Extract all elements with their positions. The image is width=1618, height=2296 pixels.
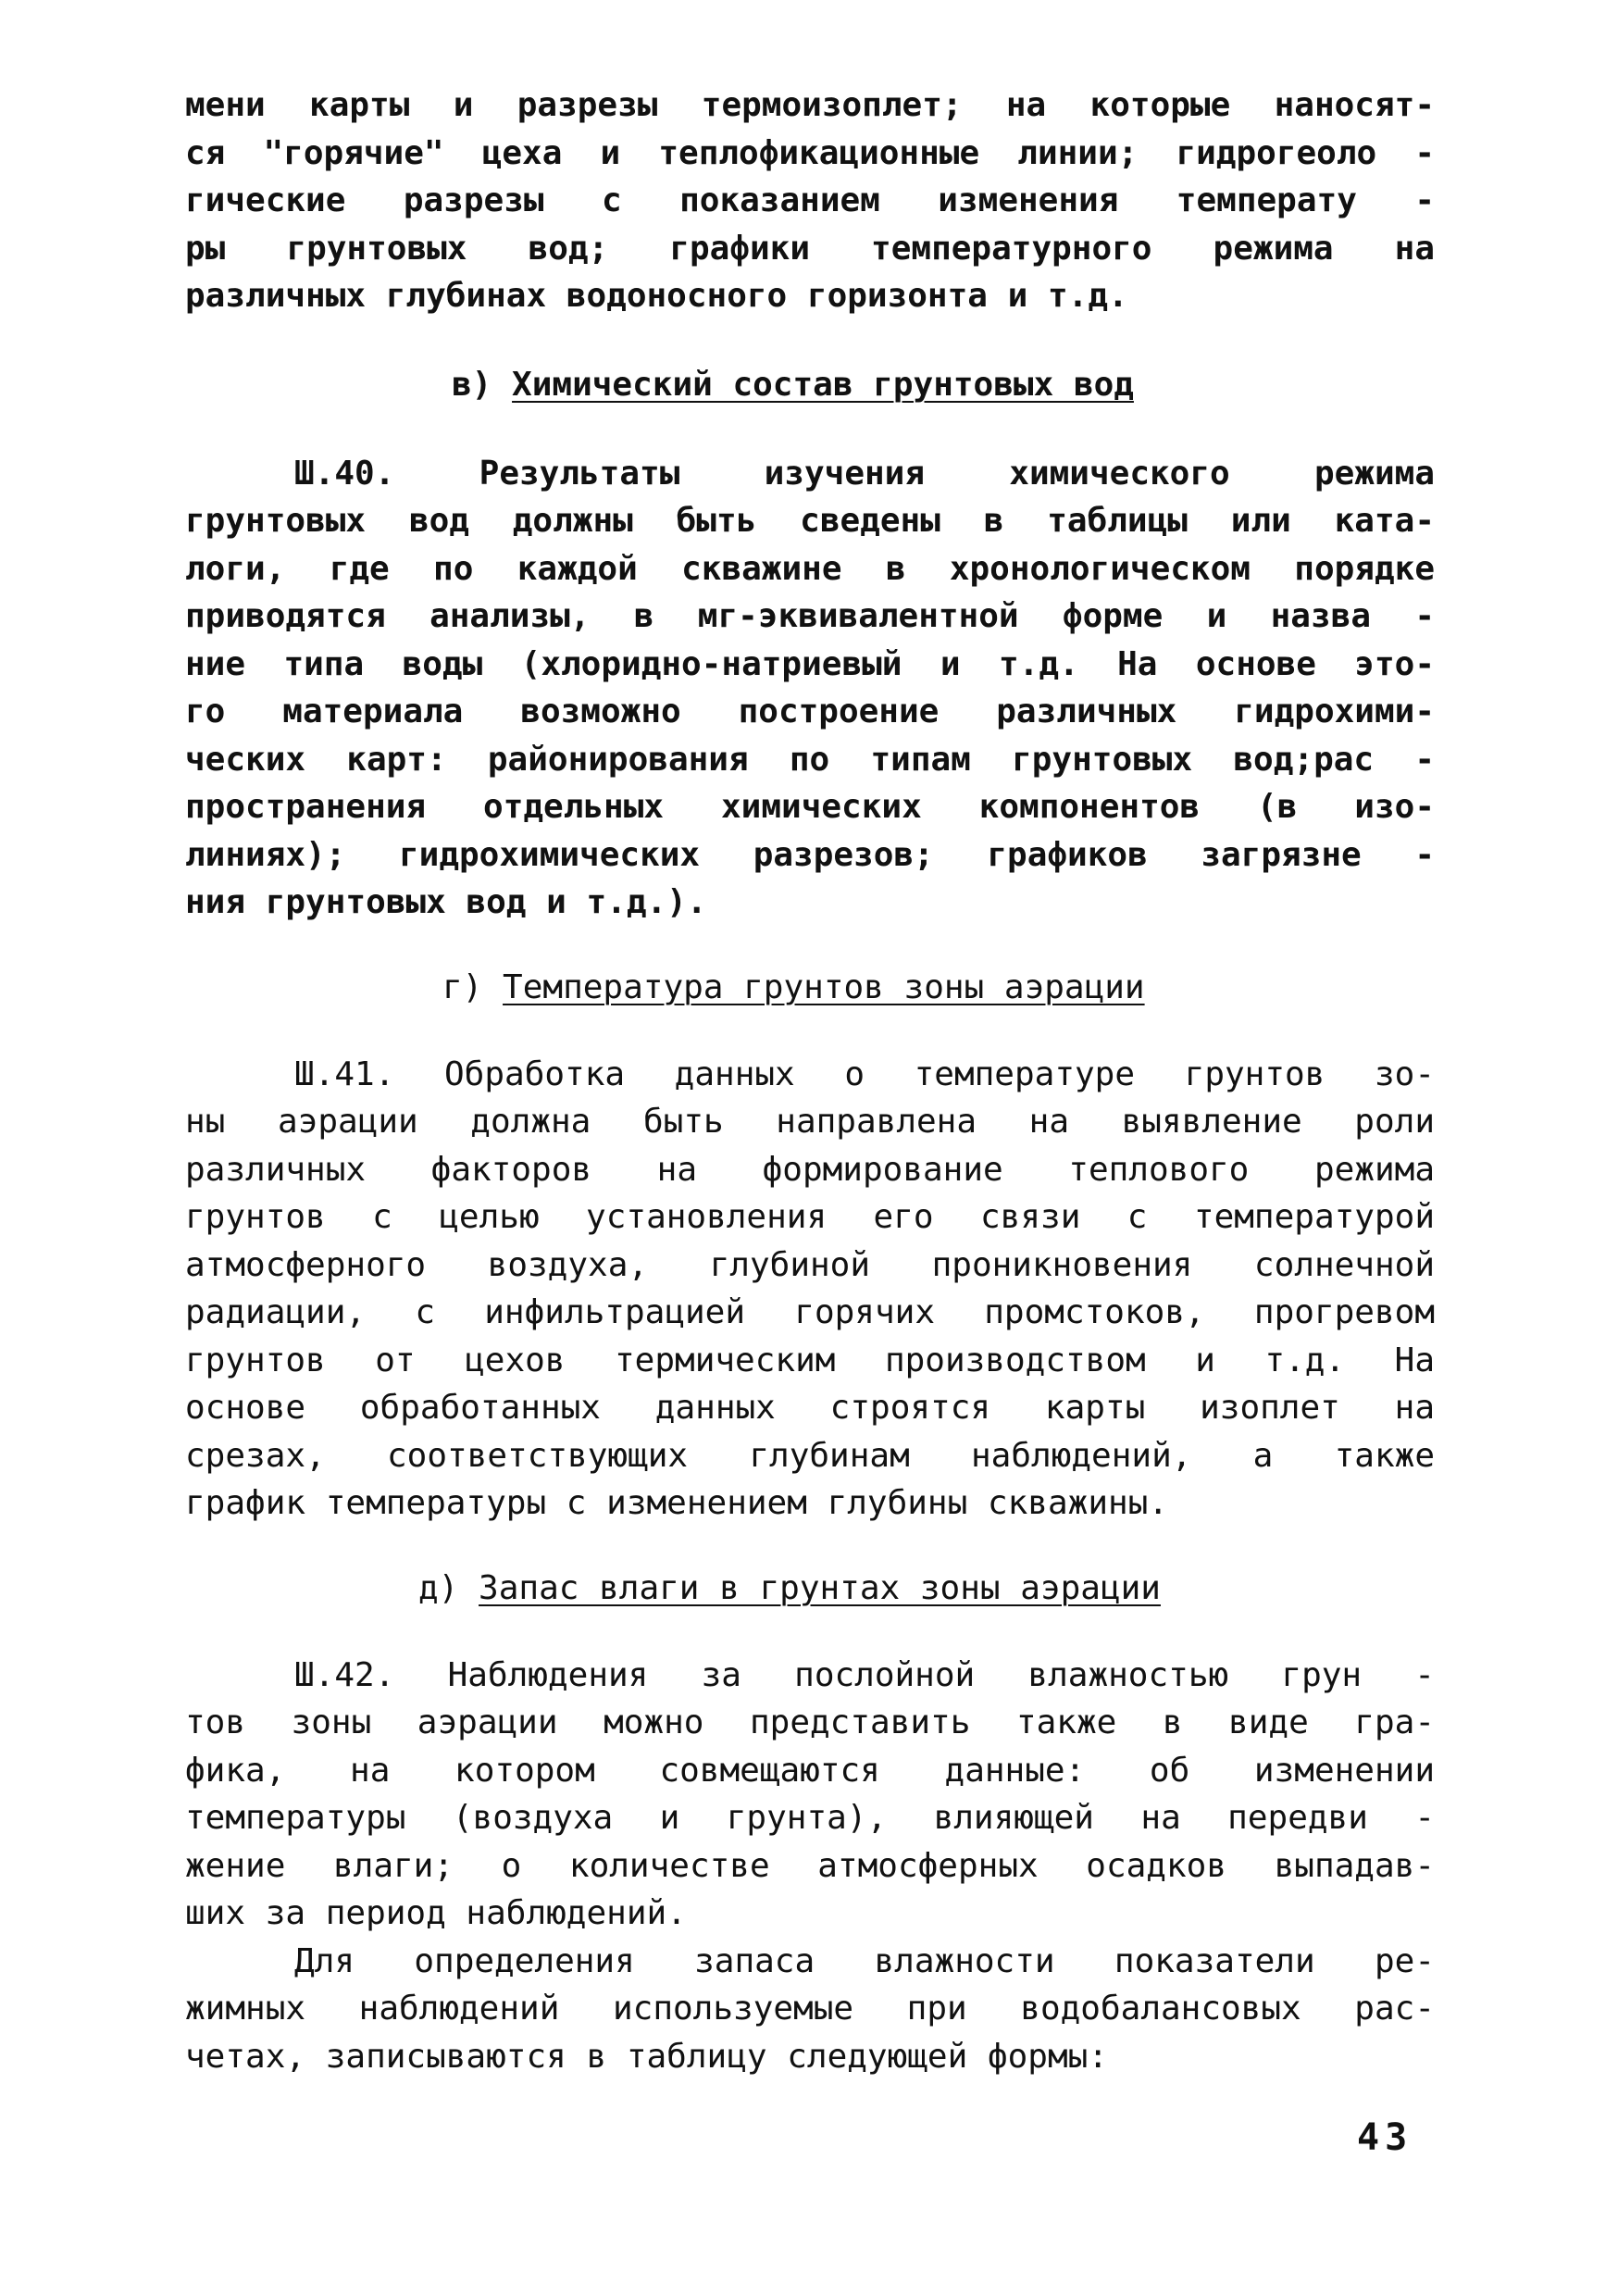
section-marker: в): [452, 365, 492, 404]
paragraph-line: срезах, соответствующих глубинам наблюдений, а также: [185, 1436, 1435, 1475]
section-marker: г): [442, 967, 483, 1006]
section-heading-d: [185, 1565, 1435, 1613]
paragraph-line: Результаты изучения химического режима: [479, 454, 1435, 493]
paragraph-line: го материала возможно построение различных гидрохими-: [185, 693, 1435, 730]
section-title: Химический состав грунтовых вод: [512, 365, 1134, 404]
paragraph-line: ние типа воды (хлоридно-натриевый и т.д. На основе это-: [185, 644, 1435, 683]
paragraph-number: Ш.41.: [294, 1054, 395, 1093]
paragraph-line: Для определения запаса влажности показатели ре-: [294, 1941, 1435, 1980]
paragraph-line: радиации, с инфильтрацией горячих промстоков, прогревом: [185, 1293, 1435, 1331]
paragraph-line: основе обработанных данных строятся карты изоплет на: [185, 1389, 1435, 1427]
paragraph-line: Наблюдения за послойной влажностью грун -: [447, 1655, 1435, 1694]
paragraph-line: грунтов с целью установления его связи с температурой: [185, 1198, 1435, 1236]
intro-line: различных глубинах водоносного горизонта и т.д.: [185, 277, 1128, 315]
intro-line: ся "горячие" цеха и теплофикационные линии; гидрогеоло -: [185, 133, 1435, 172]
paragraph-line: фика, на котором совмещаются данные: об изменении: [185, 1751, 1435, 1790]
paragraph-3-42-continued: [185, 1938, 1435, 2081]
paragraph-line: грунтов от цехов термическим производством и т.д. На: [185, 1341, 1435, 1379]
paragraph-line: ны аэрации должна быть направлена на выявление роли: [185, 1103, 1435, 1141]
paragraph-number: Ш.40.: [294, 454, 395, 493]
paragraph-line: логи, где по каждой скважине в хронологическом порядке: [185, 549, 1435, 588]
section-heading-v: [185, 361, 1435, 409]
intro-paragraph: [185, 81, 1435, 320]
document-page: [185, 81, 1435, 2080]
paragraph-number: Ш.42.: [294, 1655, 395, 1694]
intro-line: ры грунтовых вод; графики температурного режима на: [185, 229, 1435, 268]
section-heading-g: [185, 964, 1435, 1012]
paragraph-line: грунтовых вод должны быть сведены в таблицы или ката-: [185, 502, 1435, 540]
paragraph-line: приводятся анализы, в мг-эквивалентной форме и назва -: [185, 597, 1435, 635]
section-marker: д): [418, 1568, 459, 1607]
paragraph-line: ческих карт: районирования по типам грунтовых вод;рас -: [185, 740, 1435, 779]
paragraph-line: пространения отдельных химических компонентов (в изо-: [185, 788, 1435, 826]
section-title: Температура грунтов зоны аэрации: [503, 967, 1145, 1006]
paragraph-line: график температуры с изменением глубины скважины.: [185, 1484, 1169, 1522]
paragraph-line: жение влаги; о количестве атмосферных осадков выпадав-: [185, 1846, 1435, 1885]
paragraph-line: температуры (воздуха и грунта), влияющей на передви -: [185, 1799, 1435, 1837]
paragraph-3-42: [185, 1652, 1435, 1938]
intro-line: гические разрезы с показанием изменения температу -: [185, 181, 1435, 219]
paragraph-line: четах, записываются в таблицу следующей формы:: [185, 2037, 1108, 2076]
paragraph-line: Обработка данных о температуре грунтов зо-: [444, 1054, 1435, 1093]
paragraph-line: ших за период наблюдений.: [185, 1894, 687, 1932]
paragraph-line: ния грунтовых вод и т.д.).: [185, 883, 707, 921]
paragraph-line: различных факторов на формирование теплового режима: [185, 1150, 1435, 1189]
paragraph-3-40: [185, 450, 1435, 927]
paragraph-line: жимных наблюдений используемые при водобалансовых рас-: [185, 1990, 1435, 2028]
paragraph-3-41: [185, 1051, 1435, 1528]
intro-line: мени карты и разрезы термоизоплет; на которые наносят-: [185, 86, 1435, 124]
section-title: Запас влаги в грунтах зоны аэрации: [479, 1568, 1161, 1607]
paragraph-line: линиях); гидрохимических разрезов; графиков загрязне -: [185, 835, 1435, 874]
paragraph-line: атмосферного воздуха, глубиной проникновения солнечной: [185, 1245, 1435, 1284]
paragraph-line: тов зоны аэрации можно представить также в виде гра-: [185, 1703, 1435, 1741]
page-number: 43: [1357, 2116, 1413, 2159]
